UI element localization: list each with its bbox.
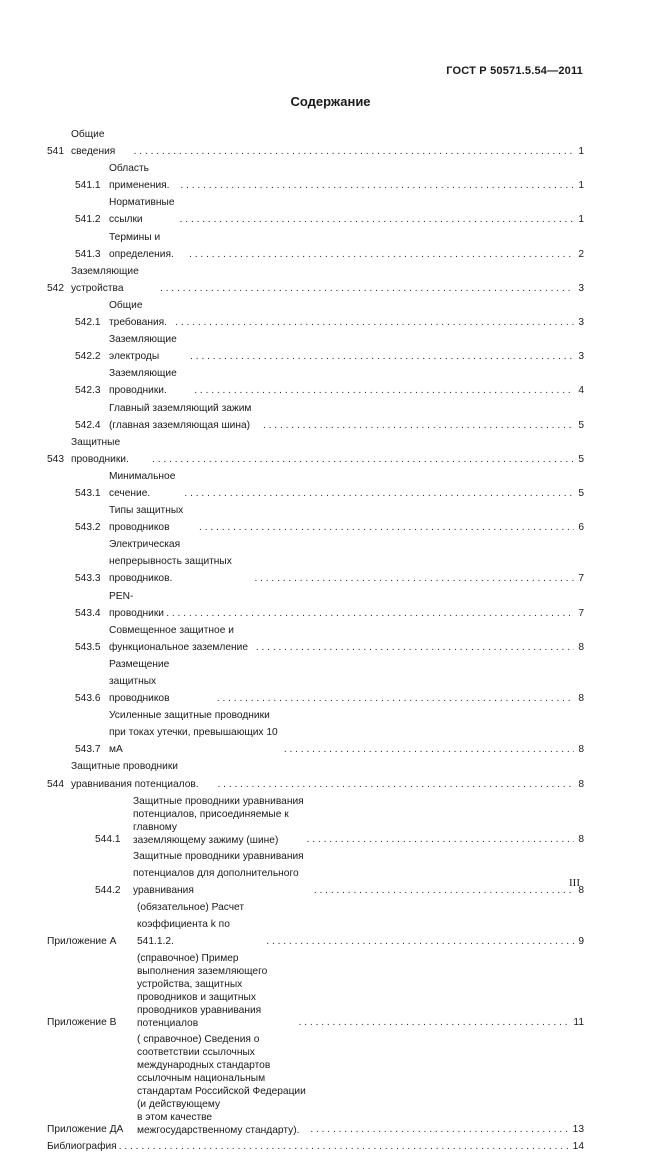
toc-entry-number: 542.3 bbox=[75, 385, 101, 397]
table-of-contents bbox=[47, 126, 584, 1155]
toc-leader-dots bbox=[194, 382, 574, 399]
toc-entry[interactable] bbox=[47, 793, 584, 848]
toc-entry[interactable] bbox=[47, 622, 584, 656]
toc-entry-title: Термины и определения. bbox=[109, 231, 174, 260]
toc-entry-number: 541.2 bbox=[75, 214, 101, 226]
toc-entry[interactable] bbox=[47, 848, 584, 899]
toc-leader-dots bbox=[180, 177, 574, 194]
toc-leader-dots bbox=[184, 485, 574, 502]
toc-leader-dots bbox=[180, 211, 574, 228]
toc-entry-page: 5 bbox=[578, 419, 584, 431]
toc-entry-title: Усиленные защитные проводники при токах утечки, превышающих 10 мА bbox=[109, 710, 278, 756]
toc-entry[interactable] bbox=[47, 331, 584, 365]
toc-entry-number: Приложение В bbox=[47, 1017, 117, 1029]
toc-entry-page: 3 bbox=[578, 351, 584, 363]
toc-entry-page: 8 bbox=[578, 778, 584, 790]
toc-entry-title: Электрическая непрерывность защитных проводников. bbox=[109, 539, 232, 585]
toc-leader-dots bbox=[307, 831, 574, 848]
toc-entry-number: 543.2 bbox=[75, 522, 101, 534]
toc-entry-page: 8 bbox=[578, 641, 584, 653]
toc-entry[interactable] bbox=[47, 400, 584, 434]
toc-entry-number: 543.4 bbox=[75, 607, 101, 619]
toc-leader-dots bbox=[166, 605, 574, 622]
toc-entry-title: Нормативные ссылки bbox=[109, 197, 175, 226]
toc-entry-page: 4 bbox=[578, 385, 584, 397]
toc-entry-title: Главный заземляющий зажим (главная заземляющая шина) bbox=[109, 402, 252, 431]
toc-entry[interactable] bbox=[47, 536, 584, 587]
toc-leader-dots bbox=[190, 348, 574, 365]
toc-entry[interactable] bbox=[47, 468, 584, 502]
toc-entry-number: 542 bbox=[47, 282, 64, 294]
toc-entry-page: 7 bbox=[578, 573, 584, 585]
toc-entry-title: Область применения. bbox=[109, 163, 170, 192]
toc-leader-dots bbox=[175, 314, 574, 331]
toc-entry-page: 1 bbox=[578, 146, 584, 158]
toc-entry-title: PEN-проводники bbox=[109, 590, 164, 619]
toc-entry-page: 13 bbox=[572, 1124, 584, 1136]
toc-entry-title: Совмещенное защитное и функциональное заземление bbox=[109, 624, 249, 653]
toc-entry-page: 3 bbox=[578, 282, 584, 294]
toc-entry-title: (справочное) Пример выполнения заземляющего устройства, защитных проводников и защитных проводников уравнивания потенциалов bbox=[137, 953, 268, 1030]
toc-entry-page: 2 bbox=[578, 248, 584, 260]
toc-entry-title: Заземляющие проводники. bbox=[109, 368, 177, 397]
toc-entry-number: 543 bbox=[47, 453, 64, 465]
toc-entry-number: 543.6 bbox=[75, 693, 101, 705]
toc-entry-page: 5 bbox=[578, 453, 584, 465]
toc-entry-number: 544.2 bbox=[95, 884, 121, 896]
toc-entry-page: 11 bbox=[573, 1017, 584, 1029]
toc-entry-number: 542.2 bbox=[75, 351, 101, 363]
toc-entry-title: ( справочное) Сведения о соответствии ссылочных международных стандартов ссылочным национальным стандартам Российской Федерации (и действующему в этом качестве межгосударственному стандарту). bbox=[137, 1034, 306, 1137]
toc-entry[interactable] bbox=[47, 229, 584, 263]
toc-leader-dots bbox=[217, 690, 574, 707]
toc-entry-title: Общие требования. bbox=[109, 299, 168, 329]
toc-entry-title: Защитные проводники. bbox=[71, 436, 129, 465]
toc-entry[interactable] bbox=[47, 1031, 584, 1138]
toc-entry-number: 541.3 bbox=[75, 248, 101, 260]
toc-entry[interactable] bbox=[47, 434, 584, 468]
toc-leader-dots bbox=[152, 451, 574, 468]
toc-entry-page: 3 bbox=[578, 317, 584, 329]
toc-entry-page: 8 bbox=[578, 693, 584, 705]
toc-entry-page: 6 bbox=[578, 522, 584, 534]
toc-leader-dots bbox=[284, 741, 574, 758]
toc-entry-title: Библиография bbox=[47, 1141, 117, 1153]
toc-entry-number: 544.1 bbox=[95, 833, 121, 845]
toc-entry-title: Заземляющие электроды bbox=[109, 334, 177, 363]
toc-entry-number: 542.1 bbox=[75, 317, 101, 329]
toc-entry[interactable] bbox=[47, 502, 584, 536]
toc-leader-dots bbox=[314, 882, 574, 899]
toc-leader-dots bbox=[189, 246, 574, 263]
toc-entry-title: Минимальное сечение. bbox=[109, 470, 176, 499]
toc-leader-dots bbox=[119, 1138, 571, 1155]
toc-leader-dots bbox=[310, 1121, 570, 1138]
toc-leader-dots bbox=[254, 570, 574, 587]
toc-entry-title: Защитные проводники уравнивания потенциалов, присоединяемые к главному заземляющему зажиму (шине) bbox=[133, 795, 304, 846]
toc-entry[interactable] bbox=[47, 160, 584, 194]
toc-entry-page: 1 bbox=[578, 180, 584, 192]
toc-entry-number: 543.1 bbox=[75, 487, 101, 499]
toc-entry-title: Размещение защитных проводников bbox=[109, 658, 170, 705]
toc-entry-page: 8 bbox=[578, 833, 584, 845]
toc-entry[interactable] bbox=[47, 365, 584, 399]
toc-entry[interactable] bbox=[47, 588, 584, 622]
toc-entry-page: 7 bbox=[578, 607, 584, 619]
toc-entry[interactable] bbox=[47, 950, 584, 1031]
toc-entry[interactable] bbox=[47, 758, 584, 792]
page-title: Содержание bbox=[290, 94, 371, 109]
toc-leader-dots bbox=[199, 519, 574, 536]
toc-entry-number: 543.3 bbox=[75, 573, 101, 585]
toc-entry[interactable] bbox=[47, 263, 584, 297]
toc-entry-number: 542.4 bbox=[75, 419, 101, 431]
document-code: ГОСТ Р 50571.5.54—2011 bbox=[446, 65, 583, 77]
toc-leader-dots bbox=[134, 143, 574, 160]
toc-entry-title: Заземляющие устройства bbox=[71, 265, 139, 294]
toc-entry[interactable] bbox=[47, 1138, 584, 1155]
toc-leader-dots bbox=[218, 776, 575, 793]
toc-entry-page: 9 bbox=[578, 936, 584, 948]
toc-entry[interactable] bbox=[47, 899, 584, 950]
toc-entry-title: Защитные проводники уравнивания потенциалов для дополнительного уравнивания bbox=[133, 850, 304, 896]
toc-entry[interactable] bbox=[47, 707, 584, 758]
toc-entry-title: Общие сведения bbox=[71, 129, 116, 158]
toc-leader-dots bbox=[263, 417, 574, 434]
toc-entry-number: 541.1 bbox=[75, 180, 101, 192]
toc-entry-number: Приложение ДА bbox=[47, 1124, 124, 1136]
toc-leader-dots bbox=[256, 639, 574, 656]
toc-entry-page: 1 bbox=[578, 214, 584, 226]
toc-entry-title: Защитные проводники уравнивания потенциалов. bbox=[71, 761, 199, 790]
toc-entry-number: 541 bbox=[47, 146, 64, 158]
toc-entry-page: 8 bbox=[578, 744, 584, 756]
toc-entry[interactable] bbox=[47, 656, 584, 707]
toc-entry-page: 5 bbox=[578, 487, 584, 499]
toc-entry[interactable] bbox=[47, 194, 584, 228]
toc-entry[interactable] bbox=[47, 126, 584, 160]
toc-entry-title: (обязательное) Расчет коэффициента k по 541.1.2. bbox=[137, 901, 245, 948]
toc-entry-page: 8 bbox=[578, 884, 584, 896]
toc-entry-title: Типы защитных проводников bbox=[109, 505, 184, 534]
page-number: III bbox=[569, 877, 580, 889]
toc-leader-dots bbox=[160, 280, 574, 297]
toc-entry-number: 543.7 bbox=[75, 744, 101, 756]
toc-entry-number: 543.5 bbox=[75, 641, 101, 653]
toc-entry-number: 544 bbox=[47, 778, 64, 790]
toc-entry-page: 14 bbox=[572, 1141, 584, 1153]
toc-entry[interactable] bbox=[47, 297, 584, 331]
toc-entry-number: Приложение А bbox=[47, 936, 117, 948]
toc-leader-dots bbox=[299, 1014, 572, 1031]
